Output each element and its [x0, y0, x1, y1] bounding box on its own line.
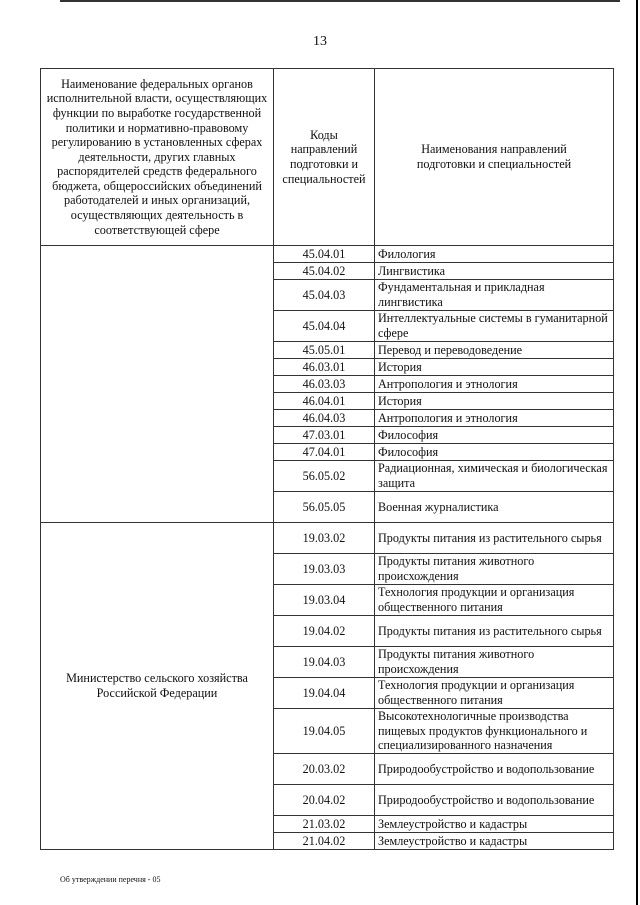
direction-name-cell: Антропология и этнология — [375, 376, 614, 393]
table-row — [41, 523, 614, 554]
direction-name-cell: Философия — [375, 427, 614, 444]
direction-name-cell: Технология продукции и организация общественного питания — [375, 585, 614, 616]
code-cell: 46.03.03 — [274, 376, 375, 393]
code-cell: 47.03.01 — [274, 427, 375, 444]
direction-name-cell: Перевод и переводоведение — [375, 342, 614, 359]
direction-name-cell: Продукты питания из растительного сырья — [375, 616, 614, 647]
code-cell: 20.04.02 — [274, 785, 375, 816]
header-names: Наименования направлений подготовки и специальностей — [375, 69, 614, 246]
code-cell: 47.04.01 — [274, 444, 375, 461]
code-cell: 19.03.03 — [274, 554, 375, 585]
direction-name-cell: Филология — [375, 246, 614, 263]
footer-note: Об утверждении перечня - 05 — [60, 875, 161, 884]
code-cell: 46.04.03 — [274, 410, 375, 427]
header-codes: Коды направлений подготовки и специальностей — [274, 69, 375, 246]
direction-name-cell: Продукты питания животного происхождения — [375, 647, 614, 678]
direction-name-cell: Высокотехнологичные производства пищевых продуктов функционального и специализированного назначения — [375, 709, 614, 754]
direction-name-cell: Природообустройство и водопользование — [375, 785, 614, 816]
code-cell: 46.04.01 — [274, 393, 375, 410]
code-cell: 19.04.03 — [274, 647, 375, 678]
direction-name-cell: Продукты питания животного происхождения — [375, 554, 614, 585]
direction-name-cell: История — [375, 359, 614, 376]
direction-name-cell: Радиационная, химическая и биологическая защита — [375, 461, 614, 492]
direction-name-cell: Землеустройство и кадастры — [375, 816, 614, 833]
direction-name-cell: Интеллектуальные системы в гуманитарной сфере — [375, 311, 614, 342]
scan-edge-right — [636, 0, 638, 905]
code-cell: 19.03.04 — [274, 585, 375, 616]
code-cell: 45.04.03 — [274, 280, 375, 311]
direction-name-cell: Природообустройство и водопользование — [375, 754, 614, 785]
code-cell: 45.04.02 — [274, 263, 375, 280]
direction-name-cell: Антропология и этнология — [375, 410, 614, 427]
code-cell: 45.04.01 — [274, 246, 375, 263]
code-cell: 45.05.01 — [274, 342, 375, 359]
organization-cell — [41, 246, 274, 523]
header-organizations: Наименование федеральных органов исполнительной власти, осуществляющих функции по выработке государственной политики и нормативно-правовому регулированию в установленных сферах деятельности, других главных распорядителей средств федерального бюджета, общероссийских объединений работодателей и иных организаций, осуществляющих деятельность в соответствующей сфере — [41, 69, 274, 246]
directions-table — [40, 68, 614, 850]
code-cell: 56.05.05 — [274, 492, 375, 523]
page-number: 13 — [313, 34, 327, 49]
code-cell: 19.04.05 — [274, 709, 375, 754]
organization-cell: Министерство сельского хозяйства Российской Федерации — [41, 523, 274, 850]
table-body — [41, 246, 614, 850]
code-cell: 45.04.04 — [274, 311, 375, 342]
direction-name-cell: Землеустройство и кадастры — [375, 833, 614, 850]
table-header-row — [41, 69, 614, 246]
direction-name-cell: История — [375, 393, 614, 410]
table-row — [41, 246, 614, 263]
direction-name-cell: Философия — [375, 444, 614, 461]
direction-name-cell: Военная журналистика — [375, 492, 614, 523]
code-cell: 21.03.02 — [274, 816, 375, 833]
code-cell: 46.03.01 — [274, 359, 375, 376]
direction-name-cell: Продукты питания из растительного сырья — [375, 523, 614, 554]
direction-name-cell: Лингвистика — [375, 263, 614, 280]
code-cell: 19.04.02 — [274, 616, 375, 647]
direction-name-cell: Фундаментальная и прикладная лингвистика — [375, 280, 614, 311]
code-cell: 19.04.04 — [274, 678, 375, 709]
code-cell: 20.03.02 — [274, 754, 375, 785]
code-cell: 56.05.02 — [274, 461, 375, 492]
code-cell: 21.04.02 — [274, 833, 375, 850]
direction-name-cell: Технология продукции и организация общественного питания — [375, 678, 614, 709]
code-cell: 19.03.02 — [274, 523, 375, 554]
scan-edge-top — [60, 0, 620, 2]
